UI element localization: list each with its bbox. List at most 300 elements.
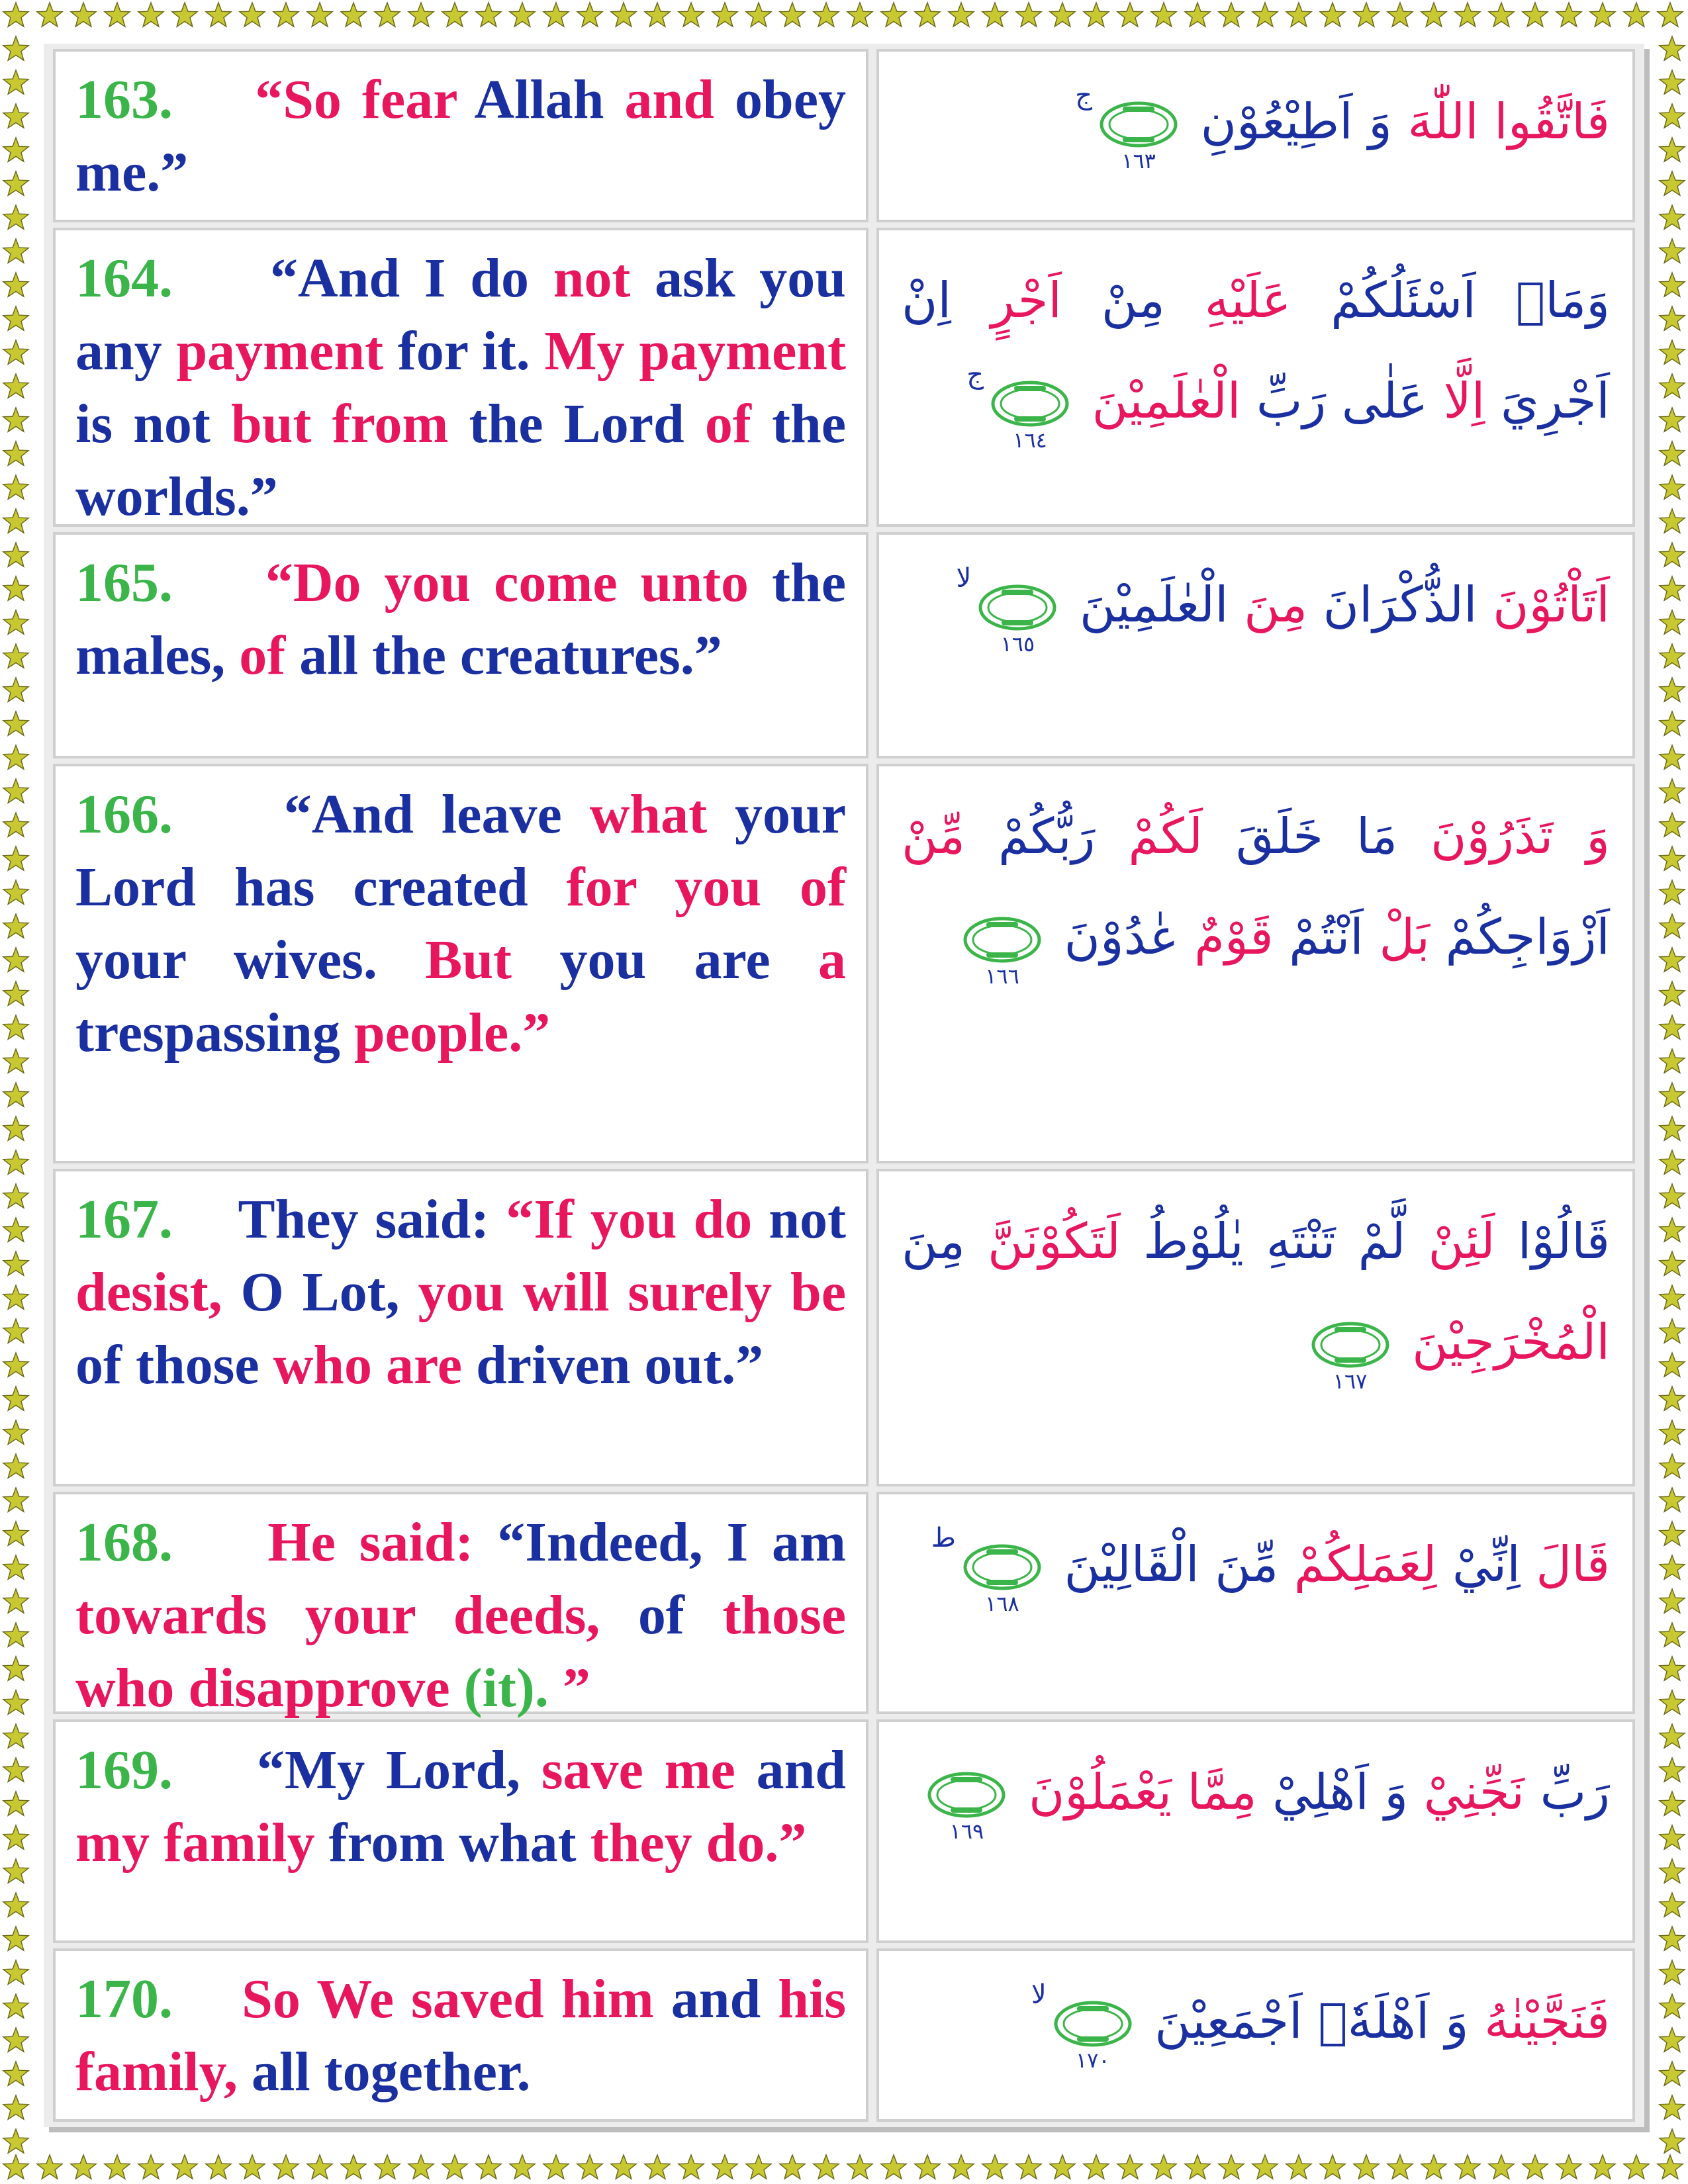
border-star [1660,1454,1685,1478]
border-star [1660,104,1685,128]
border-star [577,3,602,26]
border-star [1660,1657,1685,1680]
border-star [3,1184,28,1208]
english-translation [53,764,868,1163]
arabic-segment: عٰدُوْنَ [1064,909,1179,966]
arabic-segment: اَنْتُمْ [1289,909,1364,966]
border-star [3,1859,28,1883]
border-star [847,3,872,26]
border-star [3,1657,28,1680]
border-star [1660,1251,1685,1275]
border-star [1455,3,1480,26]
arabic-segment: مِّنَ الْقَالِيْنَ [1064,1536,1279,1593]
verse-label: 166. [75,784,173,845]
border-star [712,2155,737,2179]
border-star [1660,1792,1685,1815]
translation-segment: is not [75,393,211,455]
border-star [915,2155,940,2179]
verse-label: 167. [75,1189,173,1250]
border-star [780,3,805,26]
border-star [3,239,28,263]
translation-segment: O Lot, [240,1261,400,1323]
border-star [1660,1488,1685,1512]
english-translation [53,1948,868,2122]
border-star [3,138,28,161]
translation-segment: not [553,248,631,309]
arabic-segment: اَجْمَعِيْنَ [1154,1993,1303,2050]
verse-number: ١٦٤ [1013,428,1047,453]
verse-row [53,532,1635,758]
border-star [577,2155,602,2179]
arabic-segment: مِنَ [1244,576,1308,633]
translation-segment: a [818,929,847,991]
border-star [1151,3,1176,26]
border-star [3,408,28,432]
border-star [1286,2155,1311,2179]
translation-segment: My payment [544,320,846,382]
arabic-text [876,1948,1635,2122]
border-star [1660,644,1685,668]
border-star [3,1049,28,1073]
border-star [3,1994,28,2018]
verse-label: 164. [75,248,173,309]
arabic-text [876,228,1635,527]
translation-segment: He said: [267,1512,474,1573]
border-star [3,3,28,26]
verse-label: 168. [75,1512,173,1573]
border-star [476,3,501,26]
border-star [1590,2155,1615,2179]
english-translation [53,1719,868,1943]
arabic-segment: لَئِنْ [1428,1213,1495,1270]
border-star [1660,475,1685,499]
translation-segment: the Lord [469,393,684,455]
arabic-segment: اِنْ اَجْرِيَ [902,272,1610,430]
border-star [375,3,400,26]
border-star [1219,3,1244,26]
border-star [1660,2062,1685,2085]
translation-segment: driven out.” [476,1334,764,1396]
border-star [3,340,28,364]
translation-segment: your wives. [75,929,377,991]
arabic-segment: قَالُوْا [1517,1213,1611,1270]
border-star [1016,3,1041,26]
english-translation [53,228,868,527]
border-star [1660,779,1685,803]
border-star [949,2155,974,2179]
arabic-segment: رَبُّكُمْ [998,808,1096,865]
verse-number: ١٦٧ [1333,1369,1368,1394]
border-star [1660,1724,1685,1748]
border-star [3,1083,28,1107]
border-star [814,3,839,26]
translation-segment: Allah [474,69,604,130]
border-star [1660,273,1685,296]
border-star [1660,1116,1685,1140]
arabic-segment: اَجْرٍ [990,272,1062,329]
translation-segment: be [790,1261,847,1323]
border-star [1016,2155,1041,2179]
border-star [1660,1083,1685,1107]
border-star [442,2155,467,2179]
border-star [1660,441,1685,465]
verse-end-mark [927,1772,1006,1844]
border-star [3,1589,28,1613]
border-star [1660,1994,1685,2018]
border-star [3,2129,28,2153]
border-star [3,441,28,465]
border-star [3,610,28,634]
border-star [679,3,704,26]
arabic-segment: وَ تَذَرُوْنَ [1430,808,1611,865]
border-star [510,3,535,26]
translation-segment: for you [566,856,762,918]
border-star [1660,1893,1685,1917]
border-star [1660,948,1685,972]
border-star [3,576,28,600]
verse-label: 170. [75,1968,173,2030]
border-star [3,1522,28,1545]
translation-segment: people.” [353,1002,551,1064]
border-star [105,3,130,26]
english-translation [53,49,868,222]
border-star [3,1555,28,1579]
border-star [1252,2155,1278,2179]
border-star [3,1488,28,1512]
border-star [3,644,28,668]
border-star [679,2155,704,2179]
border-star [712,3,737,26]
border-star [1660,1859,1685,1883]
border-star [3,846,28,870]
border-star [1660,205,1685,229]
pause-mark: ج [966,359,984,390]
translation-segment: my family [75,1812,315,1874]
border-star [3,273,28,296]
border-star [71,2155,96,2179]
translation-segment: not [769,1189,847,1250]
verse-panel [44,44,1644,2127]
translation-segment: who are [273,1334,463,1396]
translation-segment: his family, [75,1968,847,2103]
border-star [1660,846,1685,870]
border-star [543,2155,569,2179]
arabic-segment: قَوْمٌ [1194,909,1274,966]
verse-row [53,1169,1635,1486]
verse-end-mark [978,584,1057,657]
border-star [847,2155,872,2179]
border-star [1084,3,1109,26]
border-star [1660,711,1685,735]
english-translation [53,1492,868,1719]
border-star [1660,1184,1685,1208]
border-star [1660,543,1685,567]
border-star [3,711,28,735]
translation-segment: all together. [252,2041,531,2103]
border-star [1660,2028,1685,2052]
translation-segment: payment [176,320,384,382]
border-star [1660,914,1685,938]
arabic-segment: لَتَكُوْنَنَّ [988,1213,1121,1270]
border-star [1660,1387,1685,1410]
border-star [375,2155,400,2179]
border-star [611,2155,636,2179]
border-star [408,3,434,26]
arabic-segment: فَنَجَّيْنٰهُ [1484,1993,1610,2050]
translation-segment: ask you any [75,248,847,382]
verse-number: ١٧٠ [1075,2048,1110,2073]
border-star [1660,1960,1685,1984]
translation-segment: what [589,784,708,845]
verse-row [53,49,1635,222]
verse-end-mark [1053,2001,1133,2073]
border-star [3,1218,28,1242]
border-star [3,1387,28,1410]
verse-row [53,228,1635,527]
border-star [814,2155,839,2179]
border-star [105,2155,130,2179]
border-star [307,2155,332,2179]
verse-end-mark [990,381,1070,453]
arabic-segment: الْمُخْرَجِيْنَ [1412,1314,1610,1371]
border-star [611,3,636,26]
border-star [3,1690,28,1714]
arabic-segment: وَ اَهْلِيْ [1272,1764,1409,1821]
border-star [3,779,28,803]
border-star [1660,1522,1685,1545]
translation-segment: all the creatures.” [299,625,722,686]
border-star [1660,1555,1685,1579]
arabic-segment: قَالَ [1536,1536,1610,1593]
border-star [3,1927,28,1950]
border-star [510,2155,535,2179]
border-star [71,3,96,26]
border-star [172,2155,197,2179]
border-star [273,2155,299,2179]
border-star [881,2155,906,2179]
border-star [1252,3,1278,26]
translation-segment: of [704,393,751,455]
border-star [1660,239,1685,263]
border-star [1660,1285,1685,1309]
translation-segment: “Indeed, I am [497,1512,847,1573]
border-star [3,914,28,938]
border-star [3,475,28,499]
border-star [273,3,299,26]
verse-row [53,1492,1635,1719]
arabic-segment: وَ اَهْلَهٗۤ [1318,1993,1469,2050]
border-star [1050,2155,1075,2179]
pause-mark: لا [1031,1979,1047,2010]
border-star [982,2155,1008,2179]
border-star [138,2155,164,2179]
translation-segment: they do.” [590,1812,807,1874]
verse-end-mark [962,917,1042,989]
border-star [3,70,28,94]
border-star [1185,2155,1210,2179]
border-star [3,678,28,702]
arabic-segment: مِنَ [902,1213,965,1270]
translation-segment: “So fear [255,69,457,130]
translation-segment: towards your deeds, [75,1584,600,1646]
arabic-text [876,1169,1635,1486]
border-star [3,1251,28,1275]
border-star [3,1319,28,1343]
translation-segment: you are [559,929,771,991]
border-star [1151,2155,1176,2179]
border-star [3,1150,28,1174]
border-star [3,1420,28,1444]
border-star [408,2155,434,2179]
border-star [1523,2155,1548,2179]
border-star [1084,2155,1109,2179]
arabic-segment: نَجِّنِيْ [1423,1764,1525,1821]
border-star [1660,509,1685,533]
border-star [746,2155,771,2179]
translation-segment: But [425,929,512,991]
verse-number: ١٦٨ [985,1591,1019,1617]
border-star [138,3,164,26]
border-star [1660,981,1685,1005]
border-star [1660,813,1685,837]
border-star [1660,1353,1685,1377]
translation-segment: those who disapprove [75,1584,847,1719]
translation-segment: and [671,1968,761,2030]
arabic-segment: رَبِّ [1540,1764,1610,1821]
arabic-segment: وَ اَطِيْعُوْنِ [1200,93,1392,150]
translation-segment: So We saved him [242,1968,654,2030]
english-translation [53,532,868,758]
border-star [1660,1589,1685,1613]
border-star [1489,3,1514,26]
border-star [1660,171,1685,195]
translation-segment: and [624,69,714,130]
translation-segment: “And I do [269,248,529,309]
arabic-segment: فَاتَّقُوا اللّٰهَ [1407,93,1610,150]
border-star [1660,678,1685,702]
border-star [206,2155,231,2179]
translation-segment: desist, [75,1261,222,1323]
translation-segment: (it). [463,1657,549,1719]
arabic-segment: وَمَاۤ اَسْئَلُكُمْ [1331,272,1611,329]
arabic-segment: لَّمْ تَنْتَهِ يٰلُوْطُ [1143,1213,1406,1270]
border-star [3,2028,28,2052]
border-star [3,509,28,533]
arabic-segment: مَا خَلَقَ [1236,808,1398,865]
border-star [37,2155,62,2179]
border-star [543,3,569,26]
border-star [1660,340,1685,364]
verse-number: ١٦٥ [1000,631,1035,657]
border-star [1117,2155,1143,2179]
border-star [1050,3,1075,26]
arabic-segment: مِّنْ [902,808,965,865]
pause-mark: لا [956,563,972,594]
border-star [3,205,28,229]
verse-row [53,764,1635,1163]
border-star [1421,3,1446,26]
border-star [1660,1758,1685,1782]
border-star [3,1015,28,1039]
border-star [1660,1420,1685,1444]
arabic-segment: اَتَاْتُوْنَ [1493,576,1610,633]
verse-label: 165. [75,552,173,614]
border-star [1660,1825,1685,1849]
border-star [982,3,1008,26]
translation-segment: the worlds.” [75,393,847,527]
verse-row [53,1719,1635,1943]
translation-segment: from what [328,1812,577,1874]
arabic-text [876,1492,1635,1714]
border-star [1387,3,1413,26]
border-star [1658,3,1683,26]
border-star [780,2155,805,2179]
border-star [3,374,28,398]
arabic-text [876,764,1635,1163]
pause-mark: ط [931,1523,956,1553]
border-star [1421,2155,1446,2179]
border-star [1660,138,1685,161]
verse-end-mark [1099,101,1178,174]
arabic-text [876,49,1635,222]
border-star [1660,70,1685,94]
translation-segment: of those [75,1334,259,1396]
verse-number: ١٦٩ [949,1819,984,1844]
border-star [3,104,28,128]
border-star [1523,3,1548,26]
border-star [1660,1150,1685,1174]
border-star [3,1623,28,1647]
border-star [1660,1015,1685,1039]
border-star [3,1758,28,1782]
translation-segment: save me [541,1739,735,1801]
border-star [1624,2155,1649,2179]
arabic-segment: عَلٰى رَبِّ [1256,373,1429,430]
border-star [1556,3,1581,26]
border-star [37,3,62,26]
arabic-segment: لِعَمَلِكُمْ [1293,1536,1437,1593]
border-star [3,2062,28,2085]
border-star [3,948,28,972]
translation-segment: of [800,856,847,918]
translation-segment: and [756,1739,847,1801]
translation-segment: obey me.” [75,69,846,203]
arabic-segment: الْعٰلَمِيْنَ [1092,373,1241,430]
arabic-text [876,532,1635,758]
border-star [341,3,366,26]
border-star [240,2155,265,2179]
border-star [3,1454,28,1478]
translation-segment: trespassing [75,1002,340,1064]
verse-end-mark [1311,1322,1390,1394]
verse-label: 169. [75,1739,173,1801]
border-star [3,1285,28,1309]
arabic-segment: يَعْمَلُوْنَ [1028,1764,1172,1821]
border-star [949,3,974,26]
border-star [3,2155,28,2179]
translation-segment: “If you do [506,1189,753,1250]
border-star [172,3,197,26]
border-star [3,2095,28,2119]
border-star [1320,3,1345,26]
translation-segment: the males, [75,552,847,686]
arabic-segment: مِمَّا [1187,1764,1257,1821]
border-star [3,1893,28,1917]
border-star [1219,2155,1244,2179]
translation-segment: but from [231,393,449,455]
translation-segment: for it. [397,320,530,382]
border-star [1387,2155,1413,2179]
